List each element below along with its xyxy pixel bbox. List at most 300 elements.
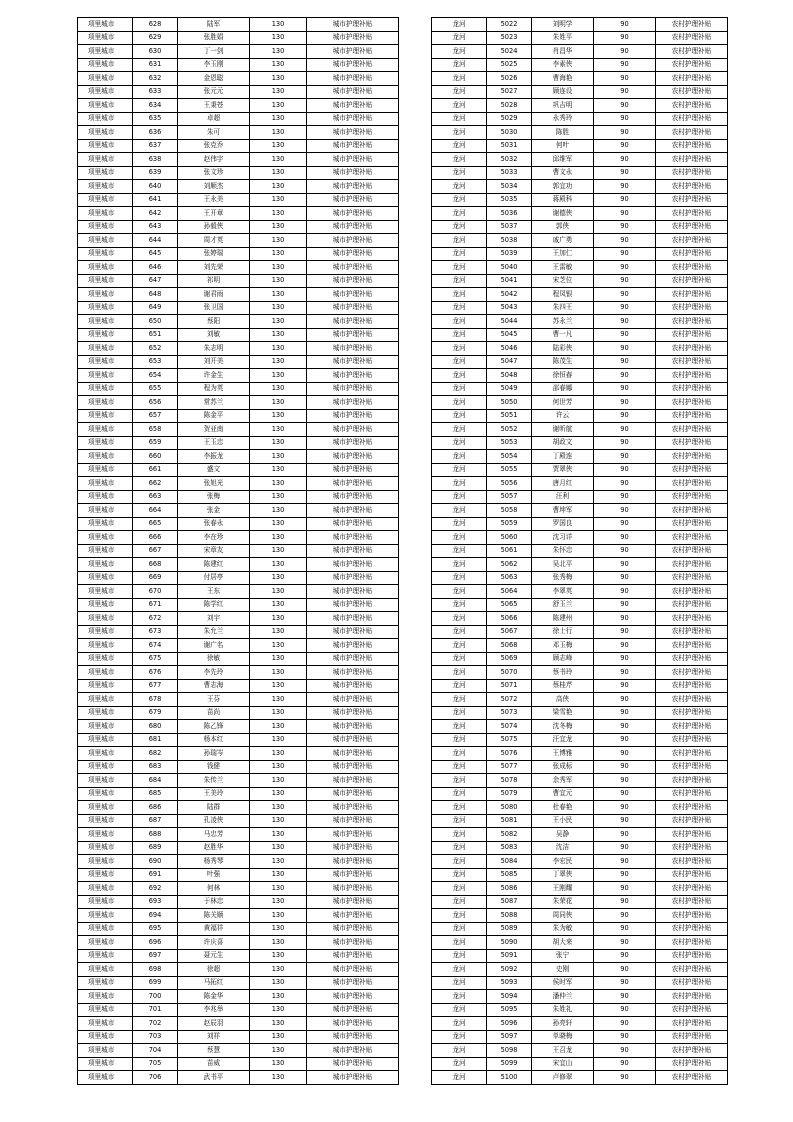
area-cell: 项里城市	[78, 153, 133, 167]
amount-cell: 130	[250, 342, 307, 356]
seq-cell: 5074	[487, 720, 532, 734]
area-cell: 龙河	[432, 990, 487, 1004]
area-cell: 项里城市	[78, 220, 133, 234]
table-row	[78, 207, 399, 221]
name-cell: 朱荣花	[532, 895, 594, 909]
seq-cell: 5057	[487, 490, 532, 504]
amount-cell: 90	[594, 693, 656, 707]
name-cell: 沈习详	[532, 531, 594, 545]
name-cell: 陆军	[178, 18, 250, 32]
name-cell: 付居亭	[178, 571, 250, 585]
table-row	[78, 369, 399, 383]
table-row	[78, 544, 399, 558]
area-cell: 项里城市	[78, 450, 133, 464]
table-row	[432, 274, 728, 288]
table-row	[78, 409, 399, 423]
type-cell: 农村护理补贴	[656, 99, 728, 113]
type-cell: 城市护理补贴	[307, 922, 399, 936]
area-cell: 项里城市	[78, 787, 133, 801]
table-row	[78, 733, 399, 747]
seq-cell: 5029	[487, 112, 532, 126]
name-cell: 王博雅	[532, 747, 594, 761]
seq-cell: 693	[133, 895, 178, 909]
area-cell: 龙河	[432, 1017, 487, 1031]
type-cell: 城市护理补贴	[307, 436, 399, 450]
table-row	[78, 1044, 399, 1058]
seq-cell: 644	[133, 234, 178, 248]
seq-cell: 5038	[487, 234, 532, 248]
name-cell: 朱怀忠	[532, 544, 594, 558]
name-cell: 邵春娜	[532, 382, 594, 396]
name-cell: 曹文永	[532, 166, 594, 180]
type-cell: 城市护理补贴	[307, 166, 399, 180]
area-cell: 项里城市	[78, 909, 133, 923]
area-cell: 龙河	[432, 517, 487, 531]
amount-cell: 90	[594, 72, 656, 86]
amount-cell: 130	[250, 139, 307, 153]
table-row	[432, 720, 728, 734]
table-row	[78, 531, 399, 545]
area-cell: 龙河	[432, 639, 487, 653]
area-cell: 项里城市	[78, 666, 133, 680]
table-row	[432, 220, 728, 234]
type-cell: 农村护理补贴	[656, 409, 728, 423]
name-cell: 周才英	[178, 234, 250, 248]
area-cell: 项里城市	[78, 639, 133, 653]
amount-cell: 130	[250, 679, 307, 693]
amount-cell: 130	[250, 355, 307, 369]
amount-cell: 130	[250, 882, 307, 896]
type-cell: 城市护理补贴	[307, 733, 399, 747]
seq-cell: 691	[133, 868, 178, 882]
type-cell: 城市护理补贴	[307, 760, 399, 774]
seq-cell: 5063	[487, 571, 532, 585]
amount-cell: 90	[594, 841, 656, 855]
amount-cell: 90	[594, 369, 656, 383]
type-cell: 农村护理补贴	[656, 922, 728, 936]
type-cell: 农村护理补贴	[656, 1044, 728, 1058]
table-row	[78, 139, 399, 153]
area-cell: 项里城市	[78, 99, 133, 113]
table-row	[432, 1030, 728, 1044]
seq-cell: 5036	[487, 207, 532, 221]
area-cell: 龙河	[432, 301, 487, 315]
area-cell: 项里城市	[78, 193, 133, 207]
name-cell: 陈金平	[178, 409, 250, 423]
table-row	[78, 558, 399, 572]
name-cell: 刘明学	[532, 18, 594, 32]
name-cell: 孙瑞岑	[178, 747, 250, 761]
area-cell: 龙河	[432, 936, 487, 950]
type-cell: 农村护理补贴	[656, 382, 728, 396]
name-cell: 李素侠	[532, 58, 594, 72]
type-cell: 农村护理补贴	[656, 193, 728, 207]
name-cell: 王东	[178, 585, 250, 599]
area-cell: 项里城市	[78, 814, 133, 828]
seq-cell: 696	[133, 936, 178, 950]
seq-cell: 674	[133, 639, 178, 653]
amount-cell: 90	[594, 868, 656, 882]
type-cell: 城市护理补贴	[307, 369, 399, 383]
name-cell: 沈洁	[532, 841, 594, 855]
area-cell: 项里城市	[78, 652, 133, 666]
area-cell: 龙河	[432, 436, 487, 450]
amount-cell: 90	[594, 733, 656, 747]
area-cell: 龙河	[432, 450, 487, 464]
table-row	[432, 139, 728, 153]
type-cell: 农村护理补贴	[656, 504, 728, 518]
seq-cell: 697	[133, 949, 178, 963]
seq-cell: 5078	[487, 774, 532, 788]
amount-cell: 90	[594, 963, 656, 977]
name-cell: 王加仁	[532, 247, 594, 261]
seq-cell: 5046	[487, 342, 532, 356]
area-cell: 项里城市	[78, 315, 133, 329]
amount-cell: 130	[250, 801, 307, 815]
name-cell: 顾志峰	[532, 652, 594, 666]
amount-cell: 90	[594, 1030, 656, 1044]
seq-cell: 5031	[487, 139, 532, 153]
table-row	[78, 45, 399, 59]
table-row	[78, 355, 399, 369]
table-row	[432, 774, 728, 788]
area-cell: 龙河	[432, 490, 487, 504]
type-cell: 农村护理补贴	[656, 882, 728, 896]
area-cell: 项里城市	[78, 706, 133, 720]
table-row	[78, 787, 399, 801]
name-cell: 罗国良	[532, 517, 594, 531]
name-cell: 叶强	[178, 868, 250, 882]
table-row	[78, 612, 399, 626]
seq-cell: 5040	[487, 261, 532, 275]
amount-cell: 130	[250, 45, 307, 59]
seq-cell: 702	[133, 1017, 178, 1031]
name-cell: 余秀军	[532, 774, 594, 788]
name-cell: 李先玲	[178, 666, 250, 680]
amount-cell: 90	[594, 787, 656, 801]
area-cell: 项里城市	[78, 1044, 133, 1058]
type-cell: 农村护理补贴	[656, 180, 728, 194]
seq-cell: 656	[133, 396, 178, 410]
type-cell: 农村护理补贴	[656, 288, 728, 302]
type-cell: 农村护理补贴	[656, 31, 728, 45]
type-cell: 农村护理补贴	[656, 828, 728, 842]
name-cell: 邱维军	[532, 153, 594, 167]
amount-cell: 130	[250, 234, 307, 248]
type-cell: 农村护理补贴	[656, 693, 728, 707]
table-row	[78, 639, 399, 653]
name-cell: 马拓红	[178, 976, 250, 990]
area-cell: 项里城市	[78, 1071, 133, 1085]
table-row	[78, 18, 399, 32]
type-cell: 城市护理补贴	[307, 193, 399, 207]
seq-cell: 5080	[487, 801, 532, 815]
seq-cell: 677	[133, 679, 178, 693]
seq-cell: 653	[133, 355, 178, 369]
amount-cell: 90	[594, 153, 656, 167]
table-row	[432, 625, 728, 639]
area-cell: 项里城市	[78, 747, 133, 761]
type-cell: 农村护理补贴	[656, 436, 728, 450]
name-cell: 谢德侠	[532, 207, 594, 221]
amount-cell: 130	[250, 693, 307, 707]
amount-cell: 130	[250, 855, 307, 869]
name-cell: 郭宜功	[532, 180, 594, 194]
amount-cell: 90	[594, 126, 656, 140]
type-cell: 农村护理补贴	[656, 909, 728, 923]
type-cell: 城市护理补贴	[307, 558, 399, 572]
seq-cell: 654	[133, 369, 178, 383]
table-row	[432, 544, 728, 558]
type-cell: 农村护理补贴	[656, 774, 728, 788]
table-row	[432, 558, 728, 572]
area-cell: 项里城市	[78, 774, 133, 788]
amount-cell: 130	[250, 301, 307, 315]
type-cell: 城市护理补贴	[307, 153, 399, 167]
table-row	[432, 585, 728, 599]
name-cell: 陈学红	[178, 598, 250, 612]
area-cell: 龙河	[432, 1071, 487, 1085]
amount-cell: 130	[250, 180, 307, 194]
seq-cell: 635	[133, 112, 178, 126]
area-cell: 项里城市	[78, 234, 133, 248]
seq-cell: 660	[133, 450, 178, 464]
seq-cell: 5073	[487, 706, 532, 720]
area-cell: 龙河	[432, 261, 487, 275]
seq-cell: 5079	[487, 787, 532, 801]
type-cell: 城市护理补贴	[307, 1071, 399, 1085]
type-cell: 农村护理补贴	[656, 652, 728, 666]
type-cell: 城市护理补贴	[307, 207, 399, 221]
name-cell: 曹海艳	[532, 72, 594, 86]
seq-cell: 5084	[487, 855, 532, 869]
seq-cell: 703	[133, 1030, 178, 1044]
amount-cell: 90	[594, 85, 656, 99]
table-row	[78, 774, 399, 788]
type-cell: 农村护理补贴	[656, 58, 728, 72]
name-cell: 王刚耀	[532, 882, 594, 896]
amount-cell: 130	[250, 895, 307, 909]
seq-cell: 5072	[487, 693, 532, 707]
amount-cell: 90	[594, 288, 656, 302]
table-row	[432, 382, 728, 396]
area-cell: 项里城市	[78, 274, 133, 288]
area-cell: 龙河	[432, 220, 487, 234]
table-row	[432, 841, 728, 855]
seq-cell: 633	[133, 85, 178, 99]
table-row	[432, 733, 728, 747]
amount-cell: 130	[250, 787, 307, 801]
type-cell: 城市护理补贴	[307, 571, 399, 585]
type-cell: 城市护理补贴	[307, 963, 399, 977]
seq-cell: 706	[133, 1071, 178, 1085]
seq-cell: 699	[133, 976, 178, 990]
name-cell: 贺亚南	[178, 423, 250, 437]
table-row	[432, 490, 728, 504]
amount-cell: 90	[594, 490, 656, 504]
name-cell: 侯时军	[532, 976, 594, 990]
amount-cell: 130	[250, 112, 307, 126]
right-table-body	[432, 18, 728, 1085]
seq-cell: 5033	[487, 166, 532, 180]
table-row	[78, 963, 399, 977]
amount-cell: 90	[594, 328, 656, 342]
area-cell: 龙河	[432, 693, 487, 707]
seq-cell: 5050	[487, 396, 532, 410]
table-row	[78, 234, 399, 248]
amount-cell: 130	[250, 207, 307, 221]
name-cell: 许云	[532, 409, 594, 423]
type-cell: 城市护理补贴	[307, 639, 399, 653]
amount-cell: 90	[594, 990, 656, 1004]
table-row	[432, 45, 728, 59]
seq-cell: 673	[133, 625, 178, 639]
table-row	[432, 666, 728, 680]
amount-cell: 90	[594, 315, 656, 329]
type-cell: 农村护理补贴	[656, 585, 728, 599]
table-row	[432, 18, 728, 32]
seq-cell: 668	[133, 558, 178, 572]
area-cell: 项里城市	[78, 625, 133, 639]
type-cell: 城市护理补贴	[307, 490, 399, 504]
area-cell: 龙河	[432, 99, 487, 113]
amount-cell: 90	[594, 706, 656, 720]
name-cell: 丁翠侠	[532, 868, 594, 882]
area-cell: 龙河	[432, 747, 487, 761]
amount-cell: 130	[250, 99, 307, 113]
area-cell: 龙河	[432, 666, 487, 680]
seq-cell: 5037	[487, 220, 532, 234]
table-row	[78, 1030, 399, 1044]
table-row	[78, 99, 399, 113]
area-cell: 龙河	[432, 315, 487, 329]
type-cell: 城市护理补贴	[307, 976, 399, 990]
type-cell: 农村护理补贴	[656, 612, 728, 626]
area-cell: 龙河	[432, 760, 487, 774]
area-cell: 龙河	[432, 423, 487, 437]
amount-cell: 90	[594, 544, 656, 558]
amount-cell: 90	[594, 639, 656, 653]
seq-cell: 5064	[487, 585, 532, 599]
name-cell: 赵胜华	[178, 841, 250, 855]
amount-cell: 90	[594, 234, 656, 248]
name-cell: 史刚	[532, 963, 594, 977]
amount-cell: 130	[250, 328, 307, 342]
name-cell: 王开章	[178, 207, 250, 221]
area-cell: 项里城市	[78, 544, 133, 558]
seq-cell: 643	[133, 220, 178, 234]
type-cell: 农村护理补贴	[656, 801, 728, 815]
table-row	[432, 828, 728, 842]
name-cell: 李在珍	[178, 531, 250, 545]
table-row	[432, 1003, 728, 1017]
amount-cell: 130	[250, 774, 307, 788]
amount-cell: 90	[594, 261, 656, 275]
area-cell: 龙河	[432, 679, 487, 693]
name-cell: 潘仲兰	[532, 990, 594, 1004]
name-cell: 陈茂生	[532, 355, 594, 369]
type-cell: 农村护理补贴	[656, 895, 728, 909]
name-cell: 胡大来	[532, 936, 594, 950]
area-cell: 龙河	[432, 288, 487, 302]
area-cell: 项里城市	[78, 828, 133, 842]
name-cell: 陆群	[178, 801, 250, 815]
seq-cell: 5090	[487, 936, 532, 950]
table-row	[432, 855, 728, 869]
table-row	[432, 571, 728, 585]
table-row	[432, 504, 728, 518]
type-cell: 城市护理补贴	[307, 855, 399, 869]
amount-cell: 130	[250, 72, 307, 86]
seq-cell: 5097	[487, 1030, 532, 1044]
type-cell: 城市护理补贴	[307, 787, 399, 801]
seq-cell: 678	[133, 693, 178, 707]
type-cell: 农村护理补贴	[656, 45, 728, 59]
seq-cell: 689	[133, 841, 178, 855]
name-cell: 朱可	[178, 126, 250, 140]
type-cell: 城市护理补贴	[307, 180, 399, 194]
table-row	[432, 882, 728, 896]
amount-cell: 130	[250, 490, 307, 504]
type-cell: 城市护理补贴	[307, 814, 399, 828]
seq-cell: 5043	[487, 301, 532, 315]
name-cell: 单晓梅	[532, 1030, 594, 1044]
name-cell: 孙毅侠	[178, 220, 250, 234]
table-row	[432, 31, 728, 45]
amount-cell: 90	[594, 450, 656, 464]
name-cell: 李玉刚	[178, 58, 250, 72]
table-row	[78, 585, 399, 599]
name-cell: 郭侠	[532, 220, 594, 234]
amount-cell: 130	[250, 598, 307, 612]
name-cell: 朱为敏	[532, 922, 594, 936]
table-row	[78, 895, 399, 909]
name-cell: 杨本红	[178, 733, 250, 747]
amount-cell: 130	[250, 1057, 307, 1071]
seq-cell: 5048	[487, 369, 532, 383]
table-row	[78, 504, 399, 518]
type-cell: 城市护理补贴	[307, 747, 399, 761]
amount-cell: 90	[594, 585, 656, 599]
seq-cell: 5091	[487, 949, 532, 963]
type-cell: 农村护理补贴	[656, 1071, 728, 1085]
type-cell: 农村护理补贴	[656, 234, 728, 248]
seq-cell: 694	[133, 909, 178, 923]
table-row	[78, 247, 399, 261]
table-row	[78, 706, 399, 720]
amount-cell: 130	[250, 639, 307, 653]
table-row	[432, 922, 728, 936]
name-cell: 苗威	[178, 1057, 250, 1071]
type-cell: 城市护理补贴	[307, 1017, 399, 1031]
amount-cell: 130	[250, 612, 307, 626]
amount-cell: 130	[250, 18, 307, 32]
type-cell: 城市护理补贴	[307, 774, 399, 788]
type-cell: 农村护理补贴	[656, 990, 728, 1004]
seq-cell: 5035	[487, 193, 532, 207]
type-cell: 农村护理补贴	[656, 207, 728, 221]
amount-cell: 90	[594, 895, 656, 909]
seq-cell: 692	[133, 882, 178, 896]
amount-cell: 130	[250, 841, 307, 855]
name-cell: 胡政文	[532, 436, 594, 450]
area-cell: 龙河	[432, 180, 487, 194]
seq-cell: 5099	[487, 1057, 532, 1071]
type-cell: 城市护理补贴	[307, 58, 399, 72]
type-cell: 城市护理补贴	[307, 477, 399, 491]
seq-cell: 649	[133, 301, 178, 315]
type-cell: 农村护理补贴	[656, 396, 728, 410]
